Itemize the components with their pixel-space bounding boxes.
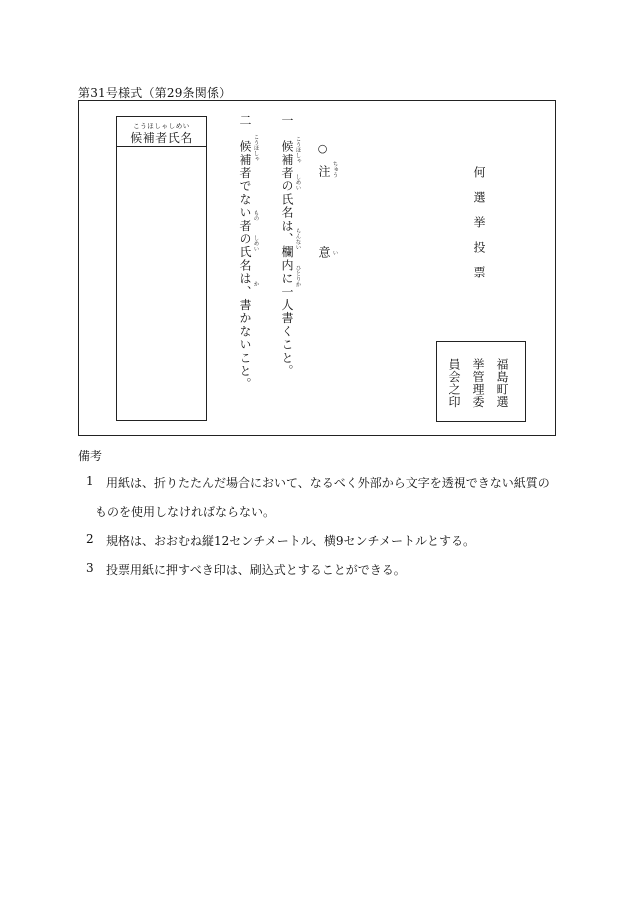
caution-ruby-2: い: [331, 250, 338, 256]
note-text-1: 候補者の氏名は、欄内に一人書くこと。: [280, 140, 294, 378]
remark-number-3: 3: [86, 561, 94, 575]
caution-ruby-1: ちゅう: [331, 161, 338, 178]
name-box-divider: [117, 146, 206, 147]
note-text-2: 候補者でない者の氏名は、書かないこと。: [238, 140, 252, 391]
remark-text-2: 規格は、おおむね縦12センチメートル、横9センチメートルとする。: [106, 534, 475, 548]
caution-label-1: 注: [317, 165, 331, 177]
note-1-ruby-4: ひとりか: [294, 265, 301, 287]
note-2-ruby-1: こうほしゃ: [252, 134, 259, 162]
remark-number-1: 1: [86, 474, 94, 488]
remark-text-3: 投票用紙に押すべき印は、刷込式とすることができる。: [106, 563, 406, 577]
note-2-ruby-3: しめい: [252, 235, 259, 252]
note-1-ruby-1: こうほしゃ: [294, 136, 301, 164]
remark-text-1-continued: ものを使用しなければならない。: [95, 505, 276, 519]
candidate-name-ruby: こうほしゃしめい: [133, 122, 190, 130]
form-title: 第31号様式（第29条関係）: [78, 86, 232, 100]
ballot-title: 何選挙投票: [472, 166, 486, 291]
remark-number-2: 2: [86, 532, 94, 546]
candidate-name-box[interactable]: [116, 116, 207, 421]
seal-line-2: 挙管理委: [471, 358, 485, 408]
candidate-name-label: 候補者氏名: [130, 131, 193, 145]
seal-line-3: 員会之印: [447, 358, 461, 408]
caution-circle-icon: ○: [316, 142, 329, 155]
remarks-title: 備考: [78, 449, 103, 463]
seal-line-1: 福島町選: [495, 358, 509, 408]
remark-text-1: 用紙は、折りたたんだ場合において、なるべく外部から文字を透視できない紙質の: [106, 476, 550, 490]
note-2-ruby-2: もの: [252, 210, 259, 221]
note-number-1: 一: [280, 114, 294, 126]
note-1-ruby-2: しめい: [294, 174, 301, 191]
note-number-2: 二: [238, 114, 252, 126]
note-2-ruby-4: か: [252, 281, 259, 287]
note-1-ruby-3: らんない: [294, 228, 301, 250]
caution-label-2: 意: [317, 246, 331, 258]
